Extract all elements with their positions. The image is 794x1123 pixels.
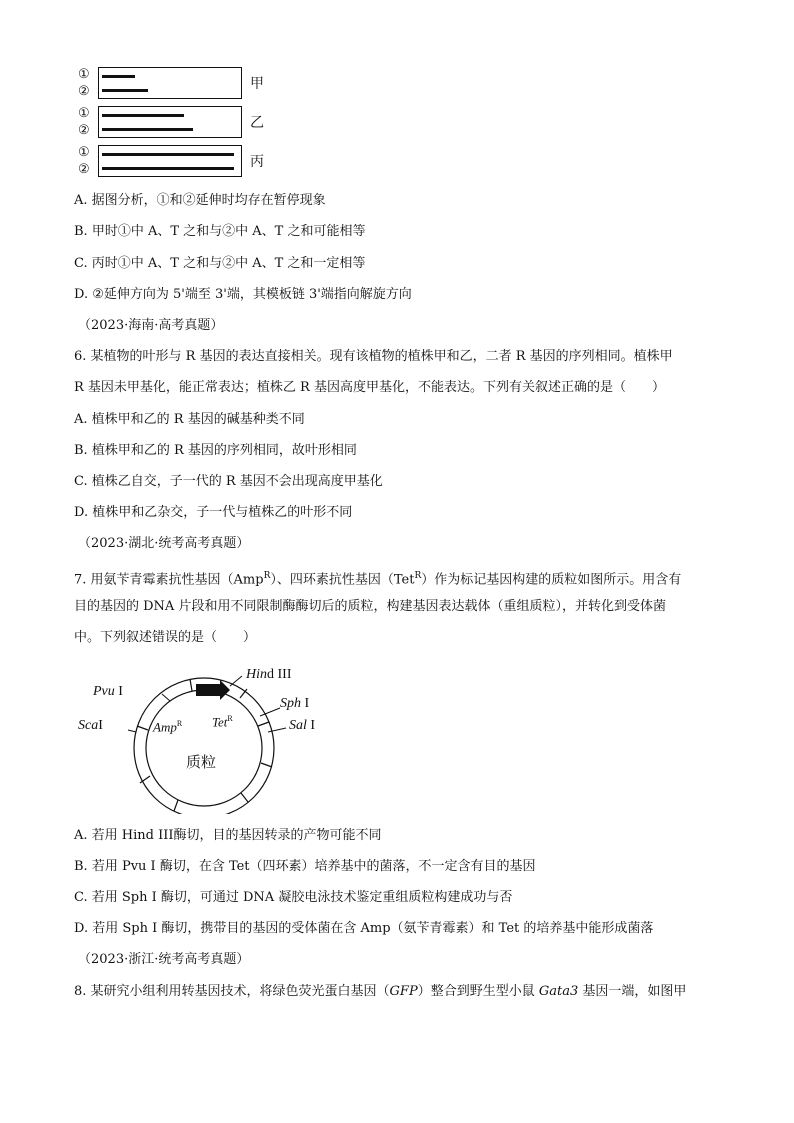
- replication-box: [98, 145, 242, 177]
- strand-marker-1: ①: [78, 67, 90, 82]
- strand-marker-1: ①: [78, 145, 90, 160]
- replication-box: [98, 106, 242, 138]
- strand-1-progress: [102, 114, 184, 117]
- q7-option-c[interactable]: C. 若用 Sph I 酶切，可通过 DNA 凝胶电泳技术鉴定重组质粒构建成功与否: [74, 890, 513, 905]
- q5-option-c[interactable]: C. 丙时①中 A、T 之和与②中 A、T 之和一定相等: [74, 256, 366, 271]
- segment-dividers: [137, 679, 272, 811]
- q7-stem-line1: 7. 用氨苄青霉素抗性基因（Amp$^R$）、四环素抗性基因（Tet$^R$）作为标记基因构建的质粒如图所示。用含有: [74, 571, 682, 588]
- strand-2-progress: [102, 89, 148, 92]
- replication-row-jia: [78, 66, 268, 102]
- strand-marker-2: ②: [78, 84, 90, 99]
- q6-source: （2023·海南·高考真题）: [78, 318, 224, 333]
- q8-stem-line1: 8. 某研究小组利用转基因技术，将绿色荧光蛋白基因（GFP）整合到野生型小鼠 Gata3 基因一端，如图甲: [74, 984, 687, 999]
- q7-stem-line3: 中。下列叙述错误的是（ ）: [74, 630, 257, 645]
- q7-stem-line2: 目的基因的 DNA 片段和用不同限制酶酶切后的质粒，构建基因表达载体（重组质粒），并转化到受体菌: [74, 599, 666, 614]
- site-label-pvu: Pvu I: [93, 684, 123, 699]
- q6-stem-line2: R 基因未甲基化，能正常表达；植株乙 R 基因高度甲基化，不能表达。下列有关叙述正确的是（ ）: [74, 380, 665, 395]
- strand-1-progress: [102, 75, 135, 78]
- strand-2-progress: [102, 128, 193, 131]
- site-label-sca: ScaI: [78, 718, 103, 733]
- q7-option-a[interactable]: A. 若用 Hind III酶切，目的基因转录的产物可能不同: [74, 828, 382, 843]
- strand-marker-1: ①: [78, 106, 90, 121]
- strand-1-progress: [102, 153, 234, 156]
- q5-option-a[interactable]: A. 据图分析，①和②延伸时均存在暂停现象: [74, 193, 326, 208]
- plasmid-inner-ring: [146, 690, 262, 806]
- q7-option-d[interactable]: D. 若用 Sph I 酶切，携带目的基因的受体菌在含 Amp（氨苄青霉素）和 Tet 的培养基中能形成菌落: [74, 921, 654, 936]
- tet-gene-label: Tet$^R$: [212, 714, 233, 730]
- strand-2-progress: [102, 167, 234, 170]
- q6-option-a[interactable]: A. 植株甲和乙的 R 基因的碱基种类不同: [74, 412, 305, 427]
- q6-stem-line1: 6. 某植物的叶形与 R 基因的表达直接相关。现有该植物的植株甲和乙，二者 R 基因的序列相同。植株甲: [74, 349, 673, 364]
- row-label: 甲: [250, 76, 264, 92]
- q7-option-b[interactable]: B. 若用 Pvu I 酶切，在含 Tet（四环素）培养基中的菌落，不一定含有目的基因: [74, 859, 536, 874]
- q7-source: （2023·湖北·统考高考真题）: [78, 536, 250, 551]
- q8-source: （2023·浙江·统考高考真题）: [78, 952, 250, 967]
- strand-marker-2: ②: [78, 123, 90, 138]
- plasmid-outer-ring: [134, 678, 274, 814]
- q5-option-d[interactable]: D. ②延伸方向为 5'端至 3'端，其模板链 3'端指向解旋方向: [74, 287, 412, 302]
- q6-option-c[interactable]: C. 植株乙自交，子一代的 R 基因不会出现高度甲基化: [74, 474, 383, 489]
- replication-box: [98, 67, 242, 99]
- plasmid-center-label: 质粒: [186, 753, 217, 771]
- amp-gene-label: Amp$^R$: [153, 719, 183, 735]
- q6-option-d[interactable]: D. 植株甲和乙杂交，子一代与植株乙的叶形不同: [74, 505, 353, 520]
- site-label-sph: Sph I: [280, 696, 310, 711]
- tet-arrow-icon: [196, 680, 230, 700]
- strand-marker-2: ②: [78, 162, 90, 177]
- site-label-hind: Hind III: [246, 667, 292, 682]
- q5-option-b[interactable]: B. 甲时①中 A、T 之和与②中 A、T 之和可能相等: [74, 224, 366, 239]
- site-label-sal: Sal I: [289, 718, 316, 733]
- replication-row-bing: [78, 144, 268, 180]
- q6-option-b[interactable]: B. 植株甲和乙的 R 基因的序列相同，故叶形相同: [74, 443, 357, 458]
- row-label: 丙: [250, 154, 264, 170]
- row-label: 乙: [250, 115, 264, 131]
- replication-row-yi: [78, 105, 268, 141]
